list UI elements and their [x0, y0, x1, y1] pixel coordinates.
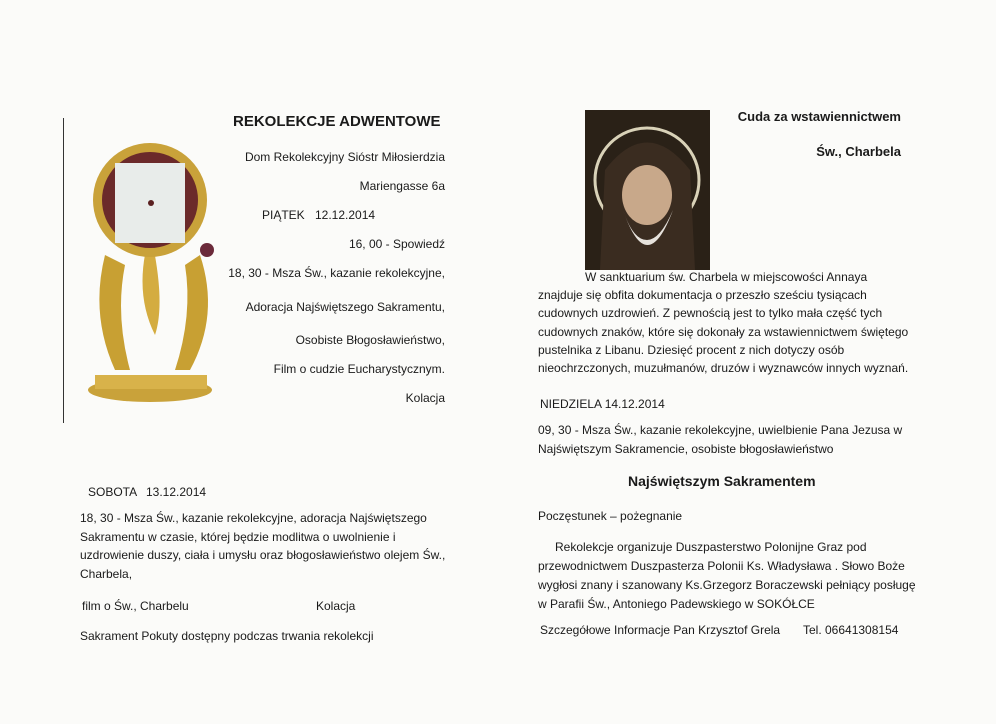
- text-line: nieochrzczonych, muzułmanów, druzów i wyznawców innych wyznań.: [538, 361, 909, 376]
- text-line: pustelnika z Libanu. Dziesięć procent z nich dotyczy osób: [538, 342, 845, 357]
- miracles-paragraph: [538, 268, 908, 377]
- address: Mariengasse 6a: [359, 179, 445, 193]
- venue: Dom Rekolekcyjny Sióstr Miłosierdzia: [244, 150, 445, 164]
- friday-item: 16, 00 - Spowiedź: [348, 237, 445, 251]
- friday-day: PIĄTEK: [262, 208, 305, 222]
- text-line: 18, 30 - Msza Św., kazanie rekolekcyjne, adoracja Najświętszego: [80, 511, 427, 525]
- saturday-day: SOBOTA: [88, 485, 138, 499]
- text-line: Sakramentu w czasie, której będzie modlitwa o uwolnienie i: [80, 529, 396, 544]
- refreshment: Poczęstunek – pożegnanie: [538, 509, 683, 523]
- saturday-date: 13.12.2014: [146, 485, 207, 499]
- contact-info: Szczegółowe Informacje Pan Krzysztof Grela: [540, 623, 781, 637]
- text-line: znajduje się obfita dokumentacja o przeszło sześciu tysiącach: [538, 288, 867, 303]
- confession-note: Sakrament Pokuty dostępny podczas trwania rekolekcji: [80, 629, 374, 643]
- phone-number: Tel. 06641308154: [803, 623, 899, 637]
- text-line: 09, 30 - Msza Św., kazanie rekolekcyjne, uwielbienie Pana Jezusa w: [538, 423, 903, 437]
- text-line: przewodnictwem Duszpasterza Polonii Ks. Władysława . Słowo Boże: [538, 559, 905, 573]
- sacrament-heading: Najświętszym Sakramentem: [628, 473, 816, 489]
- friday-item: Adoracja Najświętszego Sakramentu,: [245, 300, 445, 314]
- miracles-title-line1: Cuda za wstawiennictwem: [737, 109, 901, 124]
- text-line: cudownych uzdrowień. Z pewnością jest to tylko mała część tych: [538, 306, 883, 321]
- friday-item: Film o cudzie Eucharystycznym.: [273, 362, 445, 376]
- miracles-title-line2: Św., Charbela: [816, 144, 901, 159]
- monstrance-image: [85, 135, 225, 407]
- text-line: W sanktuarium św. Charbela w miejscowości Annaya: [585, 270, 868, 284]
- retreat-title: REKOLEKCJE ADWENTOWE: [233, 113, 441, 130]
- friday-item: 18, 30 - Msza Św., kazanie rekolekcyjne,: [228, 266, 445, 280]
- friday-item: Kolacja: [405, 391, 445, 405]
- text-line: Rekolekcje organizuje Duszpasterstwo Polonijne Graz pod: [555, 540, 867, 554]
- text-line: Najświętszym Sakramencie, osobiste błogosławieństwo: [538, 441, 834, 456]
- friday-item: Osobiste Błogosławieństwo,: [295, 333, 445, 347]
- text-line: Charbela,: [80, 566, 133, 581]
- text-line: wygłosi znany i szanowany Ks.Grzegorz Boraczewski pełniący posługę: [538, 578, 916, 592]
- friday-date: 12.12.2014: [315, 208, 376, 222]
- sunday-date: NIEDZIELA 14.12.2014: [540, 397, 665, 411]
- text-line: uzdrowienie duszy, ciała i umysłu oraz błogosławieństwo olejem Św.,: [80, 548, 446, 562]
- saturday-program: [80, 509, 445, 583]
- text-line: w Parafii Św., Antoniego Padewskiego w SOKÓŁCE: [538, 597, 815, 611]
- margin-line: [63, 118, 64, 423]
- saint-charbel-portrait: [585, 110, 710, 270]
- saturday-supper: Kolacja: [316, 599, 356, 613]
- organizer-paragraph: [538, 538, 916, 614]
- saturday-film: film o Św., Charbelu: [82, 599, 189, 613]
- sunday-program: [538, 421, 902, 458]
- text-line: cudownych znaków, które się dokonały za wstawiennictwem świętego: [538, 324, 909, 339]
